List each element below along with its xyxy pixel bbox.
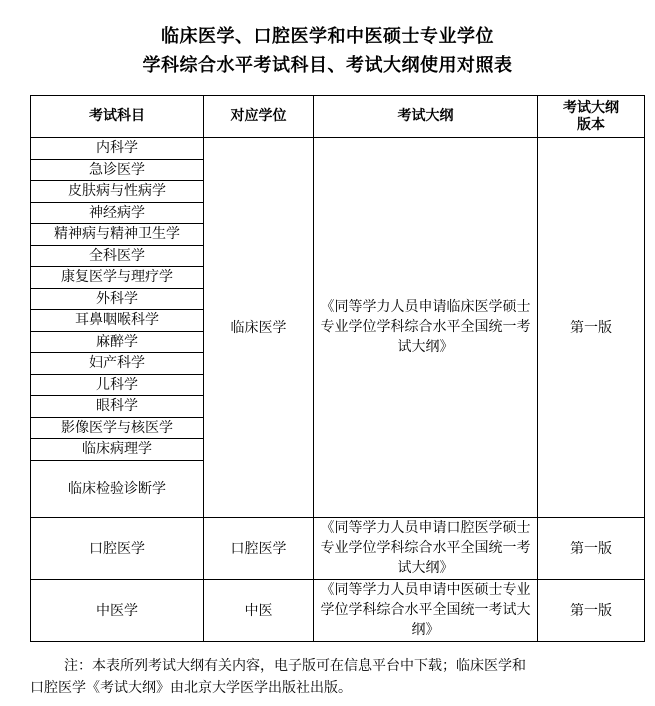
subject-cell: 临床检验诊断学	[31, 460, 204, 517]
document-title-line1: 临床医学、口腔医学和中医硕士专业学位	[161, 26, 494, 47]
subject-cell: 影像医学与核医学	[31, 417, 204, 439]
exam-table	[30, 95, 645, 642]
table-row	[31, 517, 645, 579]
subject-cell: 口腔医学	[31, 517, 204, 579]
subject-cell: 精神病与精神卫生学	[31, 224, 204, 246]
header-degree: 对应学位	[204, 96, 314, 138]
subject-cell: 急诊医学	[31, 159, 204, 181]
outline-cell	[314, 138, 538, 518]
subject-cell: 全科医学	[31, 245, 204, 267]
header-outline: 考试大纲	[314, 96, 538, 138]
footnote-line1: 注：本表所列考试大纲有关内容，电子版可在信息平台中下载；临床医学和	[64, 658, 526, 674]
subject-cell: 外科学	[31, 288, 204, 310]
subject-cell: 内科学	[31, 138, 204, 160]
document-title-line2: 学科综合水平考试科目、考试大纲使用对照表	[142, 55, 513, 76]
outline-text: 《同等学力人员申请口腔医学硕士专业学位学科综合水平全国统一考试大纲》	[320, 520, 531, 576]
degree-cell: 口腔医学	[204, 517, 314, 579]
subject-cell: 中医学	[31, 579, 204, 641]
degree-cell: 临床医学	[204, 138, 314, 518]
subject-cell: 临床病理学	[31, 439, 204, 461]
outline-text: 《同等学力人员申请临床医学硕士专业学位学科综合水平全国统一考试大纲》	[320, 299, 531, 356]
version-cell: 第一版	[538, 517, 645, 579]
subject-cell: 耳鼻咽喉科学	[31, 310, 204, 332]
header-subject: 考试科目	[31, 96, 204, 138]
footnote-line2: 口腔医学《考试大纲》由北京大学医学出版社出版。	[30, 680, 352, 696]
subject-cell: 麻醉学	[31, 331, 204, 353]
table-row	[31, 579, 645, 641]
version-cell: 第一版	[538, 138, 645, 518]
outline-cell	[314, 579, 538, 641]
subject-cell: 康复医学与理疗学	[31, 267, 204, 289]
table-row	[31, 138, 645, 160]
table-header-row	[31, 96, 645, 138]
subject-cell: 神经病学	[31, 202, 204, 224]
version-cell: 第一版	[538, 579, 645, 641]
outline-cell	[314, 517, 538, 579]
subject-cell: 儿科学	[31, 374, 204, 396]
header-version	[538, 96, 645, 138]
outline-text: 《同等学力人员申请中医硕士专业学位学科综合水平全国统一考试大纲》	[320, 582, 531, 638]
subject-cell: 皮肤病与性病学	[31, 181, 204, 203]
subject-cell: 眼科学	[31, 396, 204, 418]
subject-cell: 妇产科学	[31, 353, 204, 375]
header-version-text: 考试大纲版本	[563, 99, 619, 133]
footnote	[0, 655, 655, 699]
degree-cell: 中医	[204, 579, 314, 641]
